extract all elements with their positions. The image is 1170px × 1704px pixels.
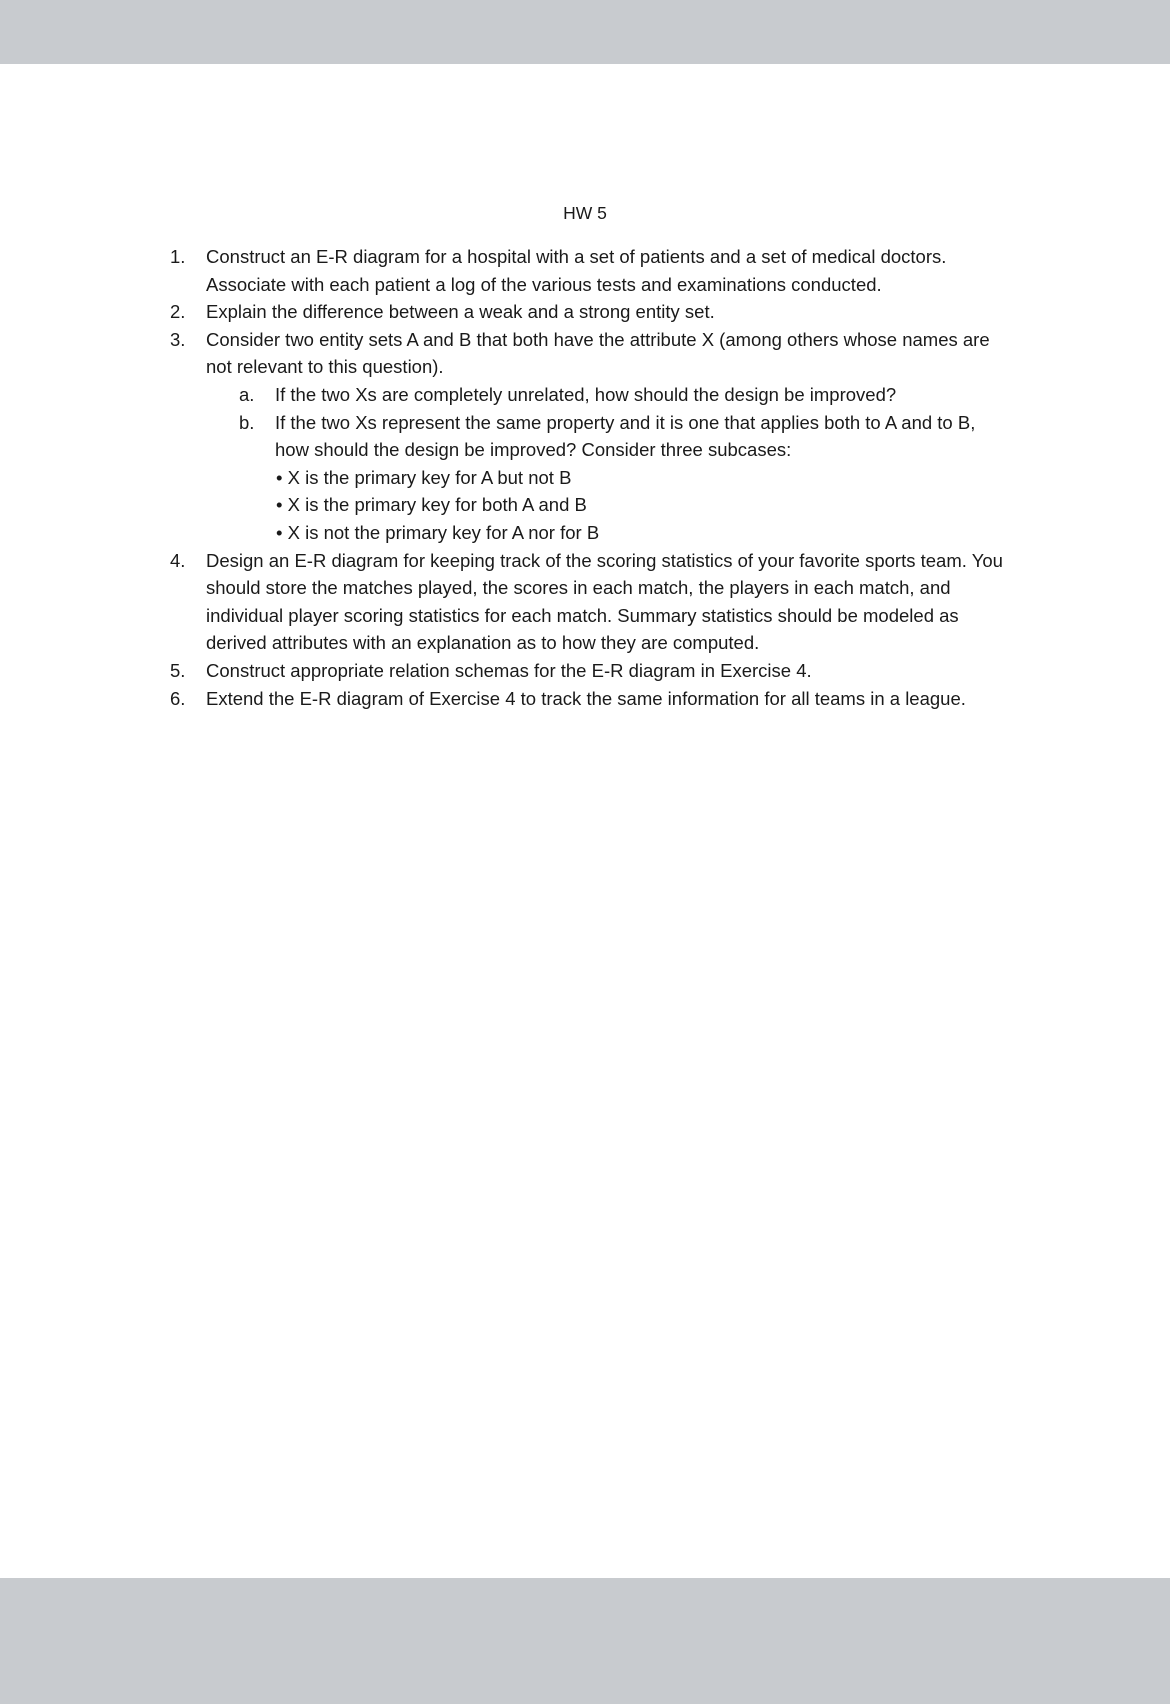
question-text-continued: derived attributes with an explanation as to how they are computed. — [206, 632, 760, 654]
bullet-item: • X is not the primary key for A nor for B — [276, 521, 600, 543]
bullet-item: • X is the primary key for A but not B — [276, 466, 572, 488]
question-4 — [170, 547, 1050, 657]
question-2 — [170, 298, 1050, 326]
question-text: Construct an E-R diagram for a hospital with a set of patients and a set of medical doctors. — [206, 246, 947, 267]
question-text-continued: not relevant to this question). — [206, 356, 444, 378]
subpart-letter: b. — [239, 411, 255, 433]
question-number: 3. — [170, 328, 186, 350]
page-title: HW 5 — [563, 203, 607, 223]
subpart-text: If the two Xs are completely unrelated, how should the design be improved? — [275, 383, 897, 405]
question-number: 4. — [170, 549, 186, 571]
question-6 — [170, 685, 1050, 713]
document-page — [0, 64, 1170, 1578]
bullet-item: • X is the primary key for both A and B — [276, 494, 587, 516]
question-number: 5. — [170, 659, 186, 681]
question-text: Design an E-R diagram for keeping track of the scoring statistics of your favorite sports team. You — [206, 549, 1003, 571]
question-3 — [170, 326, 1050, 381]
question-text-continued: individual player scoring statistics for each match. Summary statistics should be modeled as — [206, 604, 959, 626]
question-list — [170, 243, 1050, 712]
question-text: Explain the difference between a weak and a strong entity set. — [206, 301, 715, 323]
question-text: Extend the E-R diagram of Exercise 4 to track the same information for all teams in a league. — [206, 687, 966, 709]
subpart-text: If the two Xs represent the same property and it is one that applies both to A and to B, — [275, 411, 976, 433]
subpart-b — [170, 409, 1050, 464]
subpart-a — [170, 381, 1050, 409]
question-text: Construct appropriate relation schemas for the E-R diagram in Exercise 4. — [206, 659, 812, 681]
question-text: Consider two entity sets A and B that both have the attribute X (among others whose names are — [206, 328, 990, 350]
question-number: 2. — [170, 301, 186, 323]
subpart-letter: a. — [239, 383, 255, 405]
question-number: 1. — [170, 246, 186, 267]
question-number: 6. — [170, 687, 186, 709]
question-text-continued: Associate with each patient a log of the various tests and examinations conducted. — [206, 273, 882, 295]
question-5 — [170, 657, 1050, 685]
question-1 — [170, 243, 1050, 298]
subpart-text-continued: how should the design be improved? Consider three subcases: — [275, 439, 792, 461]
question-text-continued: should store the matches played, the scores in each match, the players in each match, and — [206, 577, 951, 599]
